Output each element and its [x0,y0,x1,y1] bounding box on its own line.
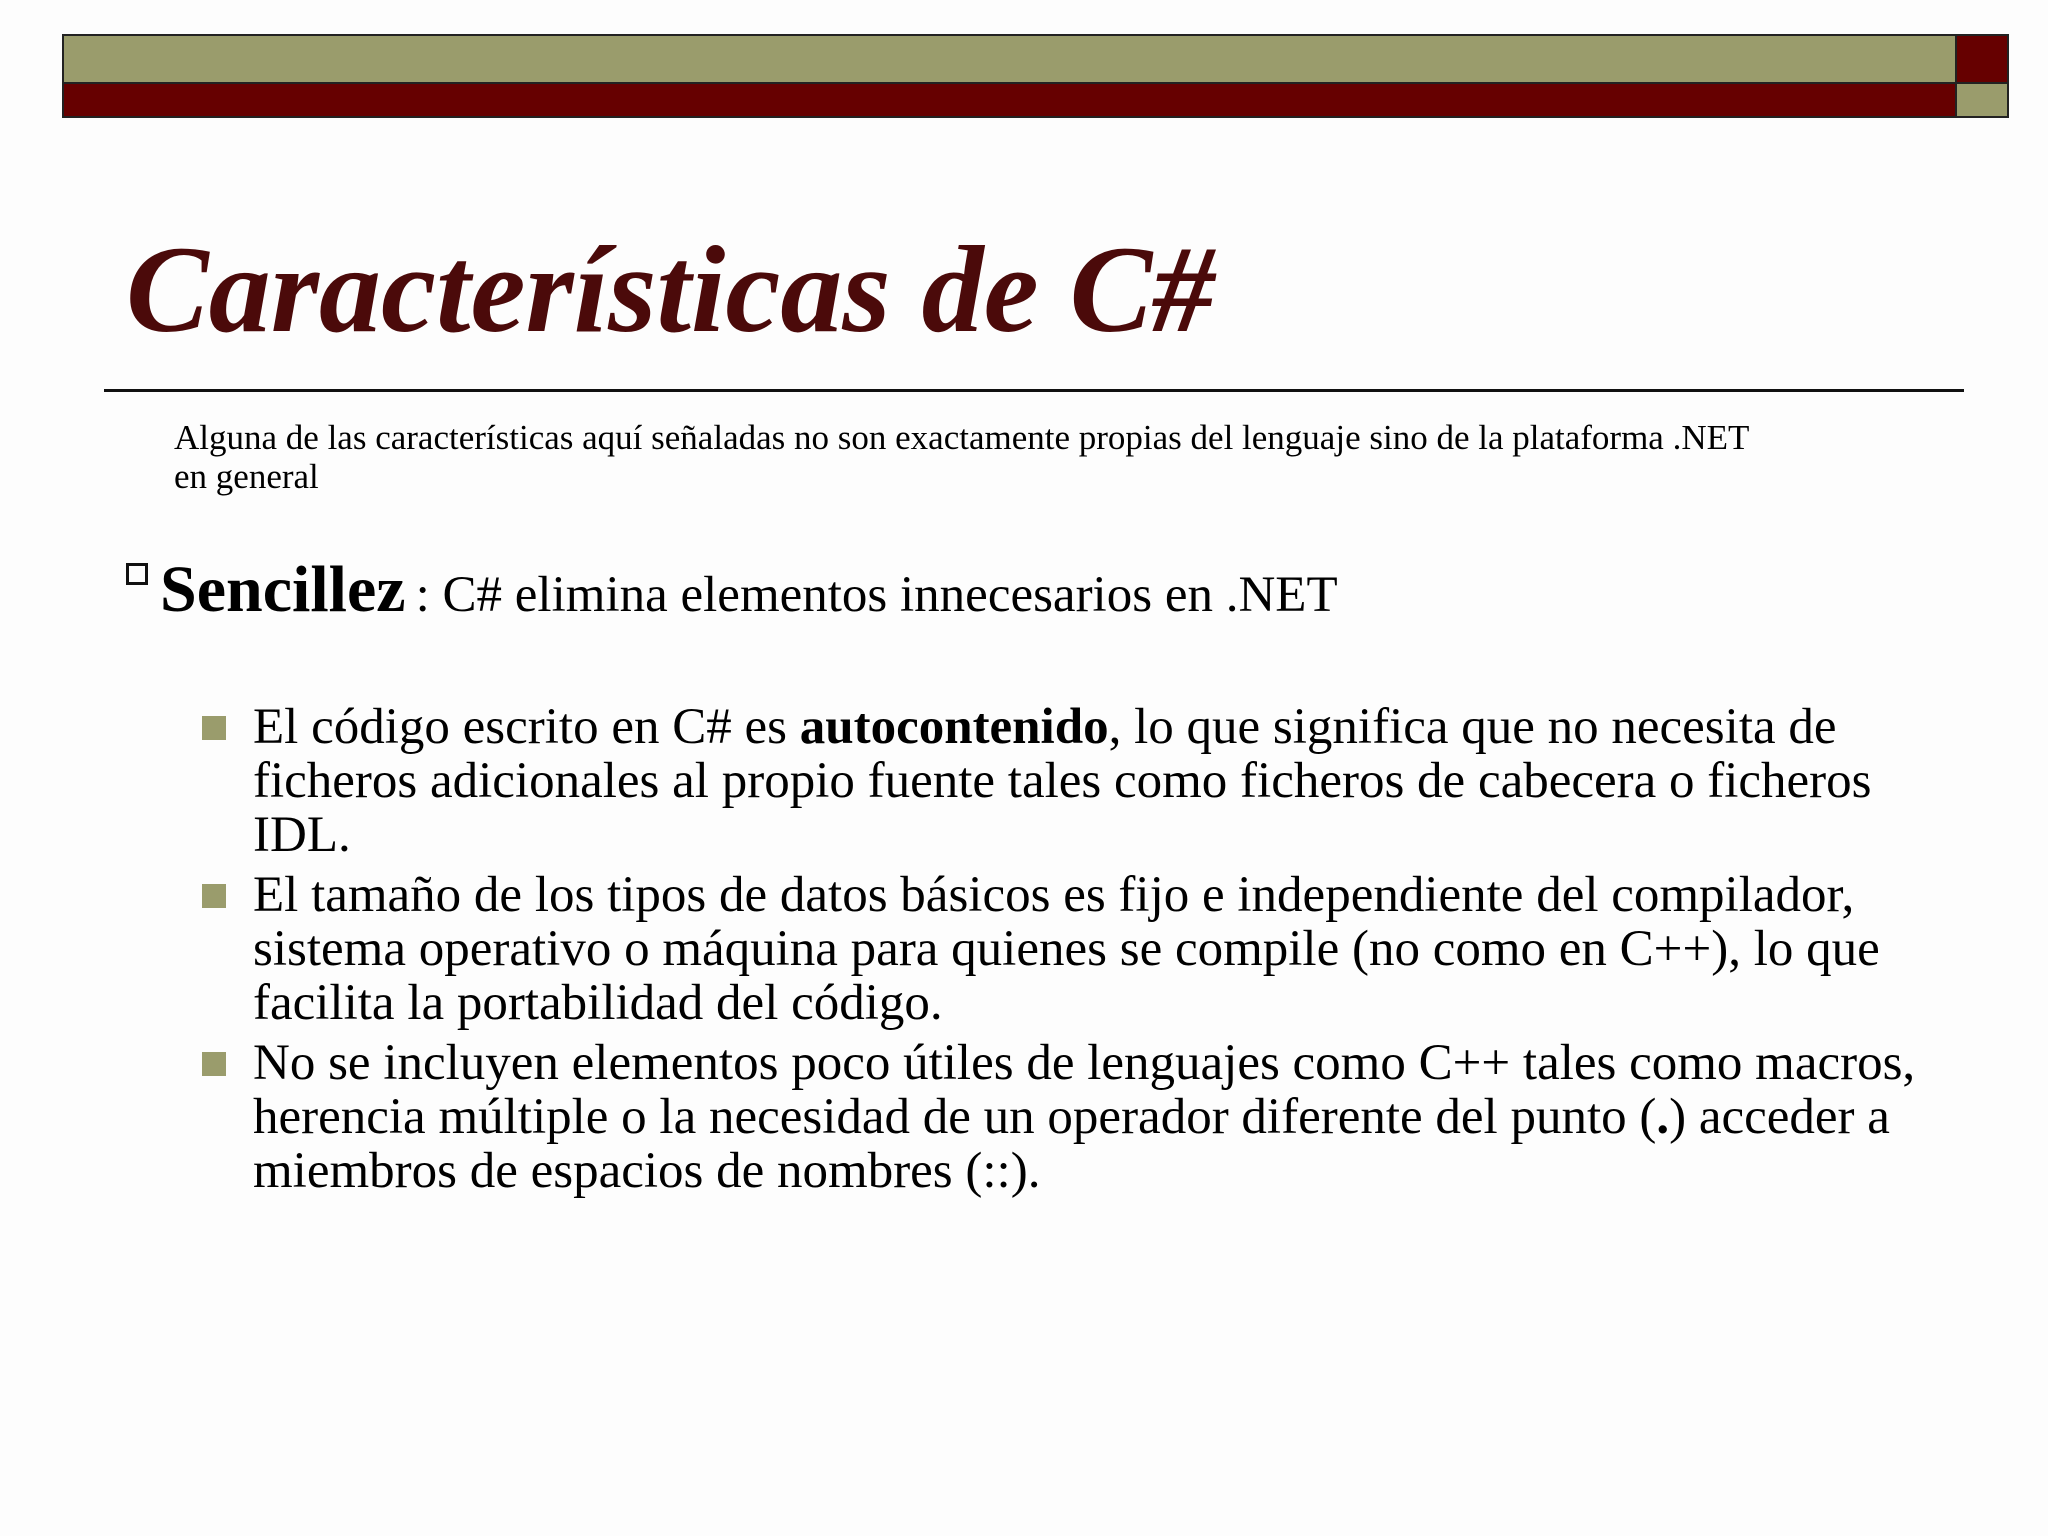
header-square-olive [1957,84,2009,118]
main-bullet-item [126,552,1338,628]
hollow-square-bullet-icon [126,563,148,585]
list-item [200,1036,1920,1198]
main-bullet-description: : C# elimina elementos innecesarios en .NET [415,567,1338,623]
sub-item-text: El código escrito en C# es autocontenido, lo que significa que no necesita de ficheros adicionales al propio fuente tales como ficheros de cabecera o ficheros IDL. [253,699,1872,863]
header-square-red [1957,34,2009,84]
list-item [200,868,1920,1030]
square-bullet-icon [202,716,226,740]
main-bullet-term: Sencillez [160,553,406,626]
square-bullet-icon [202,1052,226,1076]
header-band-red [62,84,1957,118]
sub-item-text: No se incluyen elementos poco útiles de lenguajes como C++ tales como macros, herencia múltiple o la necesidad de un operador diferente del punto (.) acceder a miembros de espacios de nombres (::). [253,1035,1916,1199]
bold-term: autocontenido [799,699,1109,755]
title-divider [104,389,1964,392]
sub-bullet-list [200,700,1920,1204]
header-band-olive [62,34,1957,84]
square-bullet-icon [202,884,226,908]
list-item [200,700,1920,862]
intro-note: Alguna de las características aquí señaladas no son exactamente propias del lenguaje sino de la plataforma .NET en general [174,418,1749,496]
slide-title: Características de C# [126,221,1215,358]
bold-term: . [1656,1089,1670,1145]
sub-item-text: El tamaño de los tipos de datos básicos es fijo e independiente del compilador, sistema operativo o máquina para quienes se compile (no como en C++), lo que facilita la portabilidad del código. [253,867,1880,1031]
